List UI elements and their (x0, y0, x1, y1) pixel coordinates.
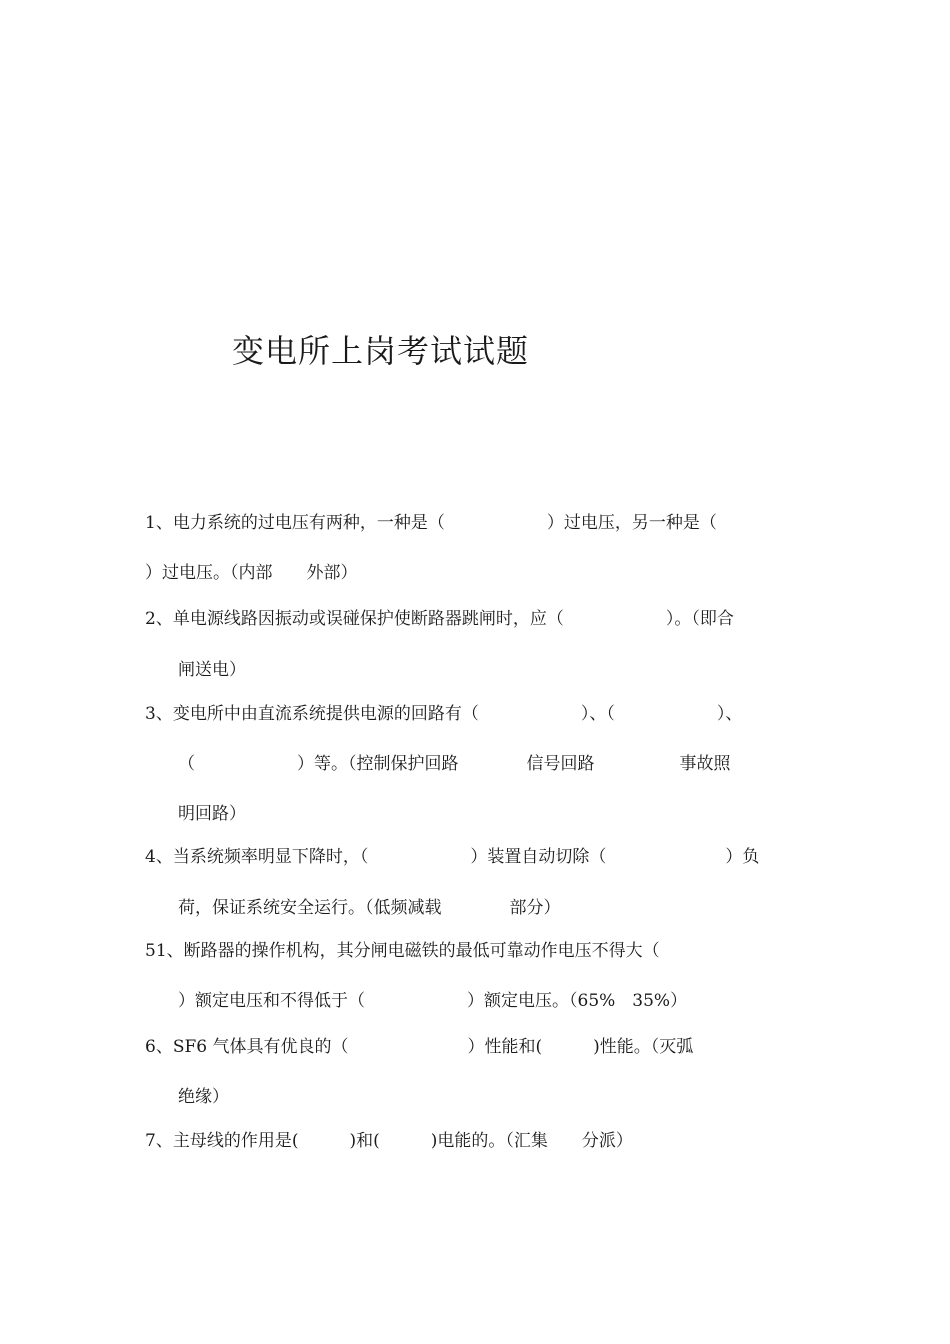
question-3-line-1: 3、变电所中由直流系统提供电源的回路有（ ）、（ ）、 (145, 704, 743, 724)
question-5-line-2: ）额定电压和不得低于（ ）额定电压。（65% 35%） (178, 991, 688, 1011)
question-4-line-1: 4、当系统频率明显下降时，（ ）装置自动切除（ ）负 (145, 847, 760, 867)
page-title: 变电所上岗考试试题 (232, 332, 530, 370)
question-2-line-1: 2、单电源线路因振动或误碰保护使断路器跳闸时，应（ ）。（即合 (145, 609, 734, 629)
question-6-line-2: 绝缘） (178, 1087, 229, 1107)
question-5-line-1: 51、断路器的操作机构，其分闸电磁铁的最低可靠动作电压不得大（ (145, 941, 660, 961)
question-1-line-1: 1、电力系统的过电压有两种，一种是（ ）过电压，另一种是（ (145, 513, 717, 533)
question-3-line-2: （ ）等。（控制保护回路 信号回路 事故照 (178, 754, 731, 774)
question-1-line-2: ）过电压。（内部 外部） (145, 563, 358, 583)
question-7-line-1: 7、主母线的作用是( )和( )电能的。（汇集 分派） (145, 1131, 633, 1151)
question-2-line-2: 闸送电） (178, 660, 246, 680)
question-4-line-2: 荷，保证系统安全运行。（低频减载 部分） (178, 898, 561, 918)
question-3-line-3: 明回路） (178, 804, 246, 824)
question-6-line-1: 6、SF6 气体具有优良的（ ）性能和( )性能。（灭弧 (145, 1037, 694, 1057)
